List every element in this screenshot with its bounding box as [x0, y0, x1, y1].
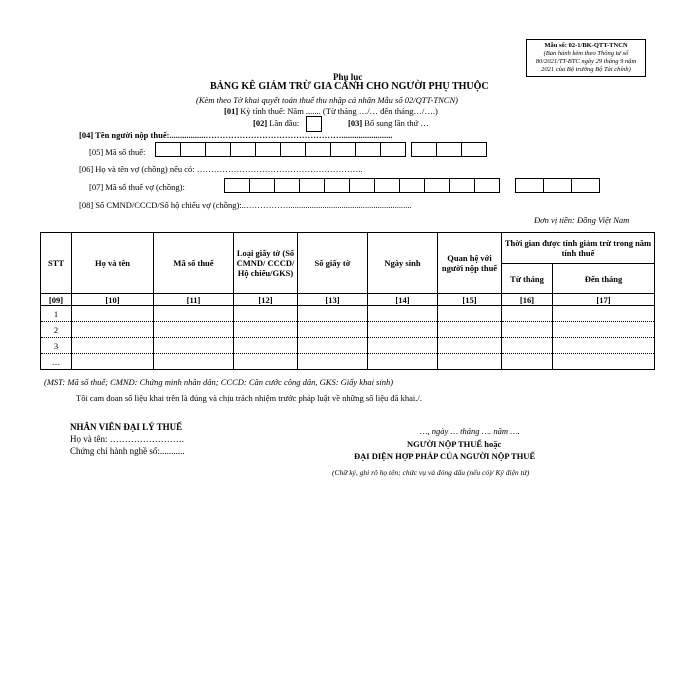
cell-input[interactable] — [298, 306, 368, 322]
table-row — [41, 354, 655, 370]
cell-input[interactable] — [502, 322, 553, 338]
commitment-text: Tôi cam đoan số liệu khai trên là đúng và chịu trách nhiệm trước pháp luật về những số liệu đã khai./. — [76, 393, 422, 403]
tax-code-suffix-boxes[interactable] — [412, 142, 487, 157]
header-stt: STT — [41, 233, 72, 294]
supplement-code: [03] — [348, 118, 363, 128]
col-num-12: [12] — [234, 294, 298, 306]
agent-name-line[interactable]: Họ và tên: ……………………. — [70, 434, 184, 444]
spouse-tax-code-boxes[interactable] — [225, 178, 500, 193]
header-tax-code: Mã số thuế — [154, 233, 234, 294]
first-time-text: Lần đầu: — [269, 118, 300, 128]
supplement-text: Bổ sung lần thứ … — [364, 118, 429, 128]
cell-input[interactable] — [234, 338, 298, 354]
cell-input[interactable] — [553, 338, 655, 354]
cell-input[interactable] — [438, 338, 502, 354]
header-relationship: Quan hệ với người nộp thuế — [438, 233, 502, 294]
cell-input[interactable] — [368, 322, 438, 338]
cell-input[interactable] — [368, 306, 438, 322]
header-dob: Ngày sinh — [368, 233, 438, 294]
col-num-17: [17] — [553, 294, 655, 306]
cell-input[interactable] — [234, 306, 298, 322]
spouse-tax-code-suffix-boxes[interactable] — [516, 178, 600, 193]
header-to-month: Đến tháng — [553, 264, 655, 294]
signature-note: (Chữ ký, ghi rõ họ tên; chức vụ và đóng dấu (nếu có)/ Ký điện tử) — [332, 468, 530, 477]
row-stt: 1 — [41, 306, 72, 322]
cell-input[interactable] — [438, 306, 502, 322]
col-num-11: [11] — [154, 294, 234, 306]
form-code-note: (Ban hành kèm theo Thông tư số 80/2021/TT-BTC ngày 29 tháng 9 năm 2021 của Bộ trưởng Bộ Tài chính) — [535, 50, 637, 73]
header-deduction-period: Thời gian được tính giảm trừ trong năm tính thuế — [502, 233, 655, 264]
col-num-13: [13] — [298, 294, 368, 306]
cell-input[interactable] — [72, 322, 154, 338]
header-name: Họ và tên — [72, 233, 154, 294]
cell-input[interactable] — [154, 306, 234, 322]
cell-input[interactable] — [234, 322, 298, 338]
row-stt: 2 — [41, 322, 72, 338]
cell-input[interactable] — [298, 338, 368, 354]
col-num-09: [09] — [41, 294, 72, 306]
form-code: Mẫu số: 02-1/BK-QTT-TNCN — [544, 42, 628, 49]
agent-cert-line[interactable]: Chứng chỉ hành nghề số:........... — [70, 446, 185, 456]
signature-date-line[interactable]: …, ngày … tháng …. năm …. — [420, 426, 520, 436]
tax-period-line — [224, 106, 438, 116]
page-subtitle: (Kèm theo Tờ khai quyết toán thuế thu nhập cá nhân Mẫu số 02/QTT-TNCN) — [196, 95, 458, 105]
first-time-code: [02] — [253, 118, 268, 128]
first-time-line — [253, 118, 299, 128]
cell-input[interactable] — [154, 338, 234, 354]
col-num-15: [15] — [438, 294, 502, 306]
currency-unit: Đơn vị tiền: Đồng Việt Nam — [534, 215, 630, 225]
tax-period-text: Kỳ tính thuế: Năm ....... (Từ tháng …/… đến tháng…/….) — [240, 106, 438, 116]
table-row — [41, 306, 655, 322]
table-row — [41, 322, 655, 338]
supplement-line — [348, 118, 429, 128]
cell-input[interactable] — [368, 354, 438, 370]
spouse-tax-code-label: [07] Mã số thuế vợ (chồng): — [89, 182, 185, 192]
cell-input[interactable] — [553, 322, 655, 338]
cell-input[interactable] — [553, 306, 655, 322]
tax-code-label: [05] Mã số thuế: — [89, 147, 146, 157]
col-num-16: [16] — [502, 294, 553, 306]
cell-input[interactable] — [438, 354, 502, 370]
cell-input[interactable] — [553, 354, 655, 370]
signature-title-1: NGƯỜI NỘP THUẾ hoặc — [407, 439, 502, 449]
spouse-id-field[interactable]: [08] Số CMND/CCCD/Số hộ chiếu vợ (chồng):..…………….......................................................... — [79, 200, 412, 210]
spouse-name-field[interactable]: [06] Họ và tên vợ (chồng) nếu có: ………………………………………………….. — [79, 164, 363, 174]
cell-input[interactable] — [368, 338, 438, 354]
cell-input[interactable] — [154, 322, 234, 338]
header-id-number: Số giấy tờ — [298, 233, 368, 294]
cell-input[interactable] — [502, 354, 553, 370]
cell-input[interactable] — [154, 354, 234, 370]
dependents-table — [40, 232, 655, 370]
col-num-14: [14] — [368, 294, 438, 306]
table-row — [41, 338, 655, 354]
form-code-box — [526, 39, 646, 77]
cell-input[interactable] — [502, 338, 553, 354]
cell-input[interactable] — [298, 354, 368, 370]
tax-code-boxes[interactable] — [156, 142, 406, 157]
cell-input[interactable] — [72, 354, 154, 370]
row-stt: 3 — [41, 338, 72, 354]
cell-input[interactable] — [438, 322, 502, 338]
row-stt: … — [41, 354, 72, 370]
abbreviations-note: (MST: Mã số thuế; CMND: Chứng minh nhân dân; CCCD: Căn cước công dân, GKS: Giấy khai sinh) — [44, 377, 394, 387]
cell-input[interactable] — [234, 354, 298, 370]
signature-title-2: ĐẠI DIỆN HỢP PHÁP CỦA NGƯỜI NỘP THUẾ — [354, 451, 536, 461]
cell-input[interactable] — [72, 306, 154, 322]
tax-period-code: [01] — [224, 106, 239, 116]
header-from-month: Từ tháng — [502, 264, 553, 294]
cell-input[interactable] — [502, 306, 553, 322]
col-num-10: [10] — [72, 294, 154, 306]
appendix-label: Phụ lục — [333, 72, 363, 82]
agent-title: NHÂN VIÊN ĐẠI LÝ THUẾ — [70, 422, 183, 432]
cell-input[interactable] — [72, 338, 154, 354]
header-id-type: Loại giấy tờ (Số CMND/ CCCD/ Hộ chiếu/GKS) — [234, 233, 298, 294]
page-title: BẢNG KÊ GIẢM TRỪ GIA CẢNH CHO NGƯỜI PHỤ THUỘC — [210, 81, 489, 92]
taxpayer-name-field[interactable]: [04] Tên người nộp thuế:.................…………………………………………........................ — [79, 130, 393, 140]
cell-input[interactable] — [298, 322, 368, 338]
